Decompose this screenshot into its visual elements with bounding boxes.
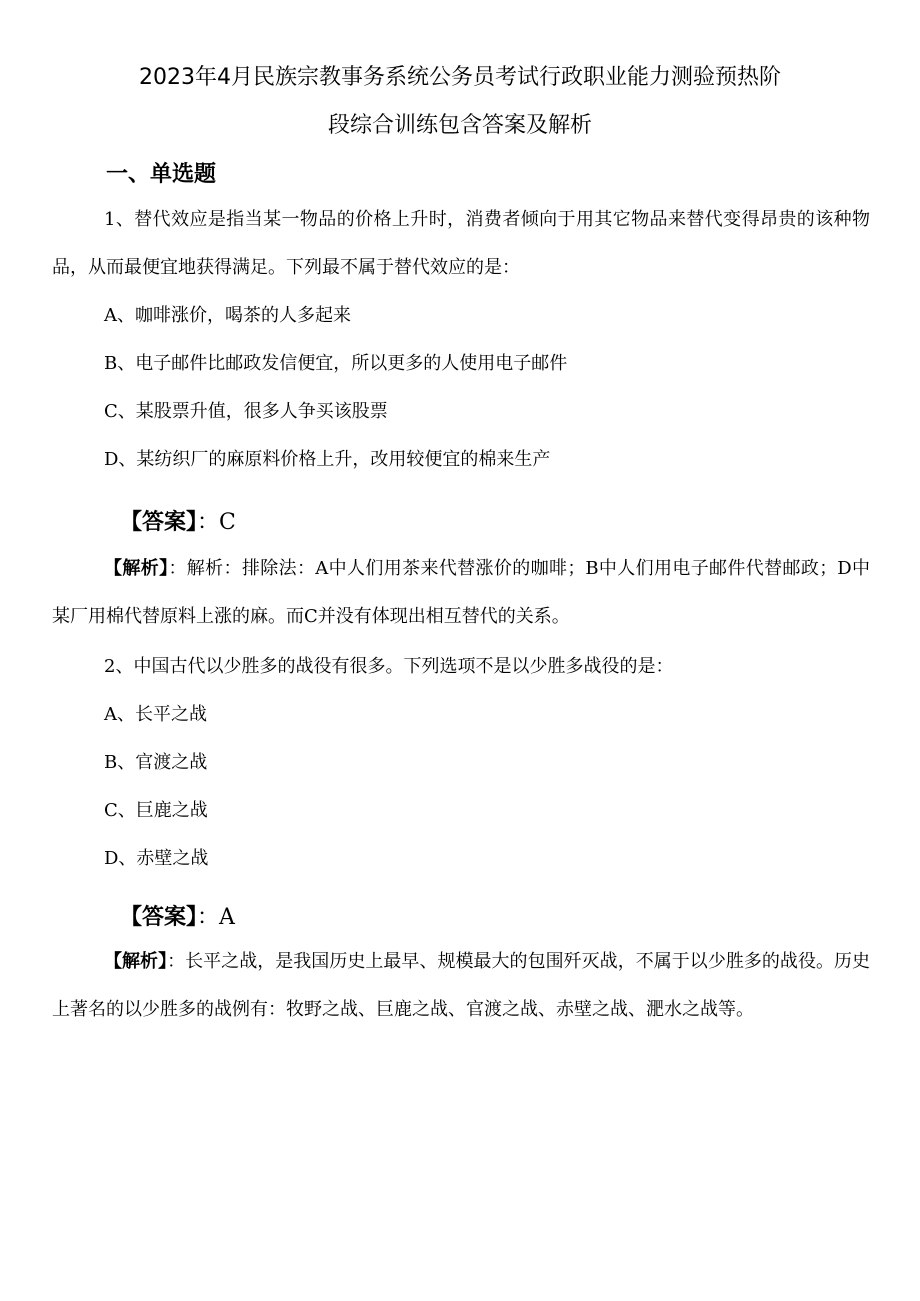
question-2-option-c: C、巨鹿之战 [104,800,208,821]
question-2-stem: 2、中国古代以少胜多的战役有很多。下列选项不是以少胜多战役的是： [104,656,674,677]
question-1-option-d: D、某纺织厂的麻原料价格上升，改用较便宜的棉来生产 [104,449,551,470]
answer-label: 【答案】 [120,510,198,535]
section-heading: 一、单选题 [106,162,217,187]
question-2-option-a: A、长平之战 [104,704,207,725]
analysis-label: 【解析】 [104,951,168,972]
question-2-answer [120,900,235,931]
answer-separator: ： [197,905,220,930]
answer-value: C [219,510,236,535]
document-title-line1: 2023年4月民族宗教事务系统公务员考试行政职业能力测验预热阶 [139,65,781,90]
question-2-option-d: D、赤壁之战 [104,848,209,869]
question-1-stem: 1、替代效应是指当某一物品的价格上升时，消费者倾向于用其它物品来替代变得昂贵的该种物品，从而最便宜地获得满足。下列最不属于替代效应的是： [52,209,870,278]
analysis-text: ：解析：排除法：A中人们用茶来代替涨价的咖啡；B中人们用电子邮件代替邮政；D中某厂用棉代替原料上涨的麻。而C并没有体现出相互替代的关系。 [52,558,871,627]
question-2-analysis [52,938,870,1034]
answer-separator: ： [197,510,220,535]
answer-label: 【答案】 [120,905,198,930]
answer-value: A [219,905,235,930]
question-1-answer [120,505,236,536]
analysis-label: 【解析】 [104,558,169,579]
question-2-option-b: B、官渡之战 [104,752,208,773]
question-1-option-c: C、某股票升值，很多人争买该股票 [104,401,388,422]
question-1-option-a: A、咖啡涨价，喝茶的人多起来 [104,305,351,326]
question-1-analysis [52,545,870,641]
question-1-option-b: B、电子邮件比邮政发信便宜，所以更多的人使用电子邮件 [104,353,568,374]
document-title-line2: 段综合训练包含答案及解析 [327,113,592,138]
analysis-text: ：长平之战，是我国历史上最早、规模最大的包围歼灭战，不属于以少胜多的战役。历史上著名的以少胜多的战例有：牧野之战、巨鹿之战、官渡之战、赤壁之战、淝水之战等。 [52,951,871,1020]
